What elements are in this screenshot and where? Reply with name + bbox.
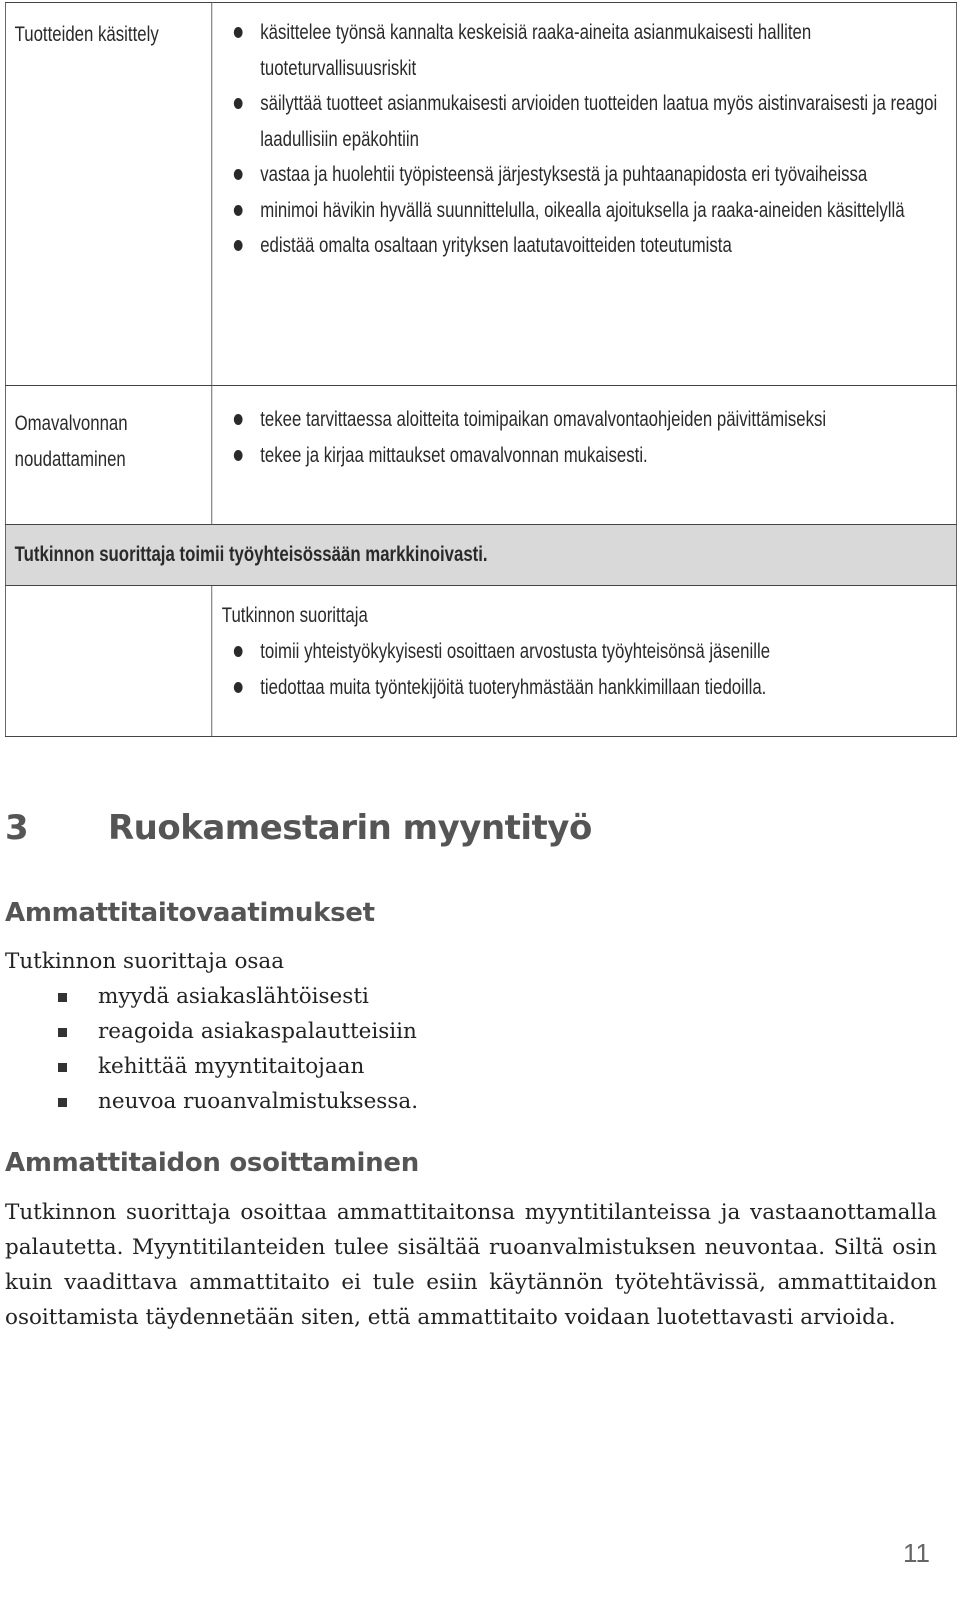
list-item: kehittää myyntitaitojaan [5,1049,418,1084]
section-number: 3 [5,808,29,848]
bullet-list [222,634,956,705]
list-item: vastaa ja huolehtii työpisteensä järjestyksestä ja puhtaanapidosta eri työvaiheissa [222,157,956,193]
table-row [5,586,956,737]
skills-list [5,979,418,1119]
list-item: toimii yhteistyökykyisesti osoittaen arvostusta työyhteisönsä jäsenille [222,634,956,670]
list-item: käsittelee työnsä kannalta keskeisiä raaka-aineita asianmukaisesti halliten tuoteturvallisuusriskit [222,15,956,86]
table-row [5,386,956,525]
intro-text: Tutkinnon suorittaja osaa [5,949,285,974]
page-number: 11 [903,1538,930,1568]
list-item: minimoi hävikin hyvällä suunnittelulla, oikealla ajoituksella ja raaka-aineiden käsittelyllä [222,193,956,229]
subheading: Ammattitaidon osoittaminen [5,1148,419,1178]
bullet-list [222,402,956,473]
competence-table [5,2,957,737]
list-item: myydä asiakaslähtöisesti [5,979,418,1014]
row-intro: Tutkinnon suorittaja [221,604,368,627]
list-item: edistää omalta osaltaan yrityksen laatutavoitteiden toteutumista [222,228,956,264]
list-item: neuvoa ruoanvalmistuksessa. [5,1084,418,1119]
subheading: Ammattitaitovaatimukset [5,898,375,928]
band-heading: Tutkinnon suorittaja toimii työyhteisössään markkinoivasti. [5,525,956,586]
row-label-empty [5,586,211,737]
section-heading [5,808,940,848]
list-item: tekee ja kirjaa mittaukset omavalvonnan mukaisesti. [222,438,956,474]
section-title: Ruokamestarin myyntityö [108,808,592,848]
bullet-list [222,15,956,264]
row-label [5,386,211,525]
row-content [212,3,957,386]
row-label: Tuotteiden käsittely [5,3,211,386]
list-item: tiedottaa muita työntekijöitä tuoteryhmästään hankkimillaan tiedoilla. [222,670,956,706]
row-content [212,586,957,737]
list-item: tekee tarvittaessa aloitteita toimipaikan omavalvontaohjeiden päivittämiseksi [222,402,956,438]
list-item: säilyttää tuotteet asianmukaisesti arvioiden tuotteiden laatua myös aistinvaraisesti ja reagoi laadullisiin epäkohtiin [222,86,956,157]
table-row [5,3,956,386]
row-label-line: noudattaminen [14,448,126,471]
list-item: reagoida asiakaspalautteisiin [5,1014,418,1049]
body-paragraph: Tutkinnon suorittaja osoittaa ammattitaitonsa myyntitilanteissa ja vastaanottamalla palautetta. Myyntitilanteiden tulee sisältää ruoanvalmistuksen neuvontaa. Siltä osin kuin vaadittava ammattitaito ei tule esiin käytännön työtehtävissä, ammattitaidon osoittamista täydennetään siten, että ammattitaito voidaan luotettavasti arvioida. [5,1200,937,1330]
row-content [212,386,957,525]
row-label-line: Omavalvonnan [14,412,128,435]
table-band-row [5,525,956,586]
